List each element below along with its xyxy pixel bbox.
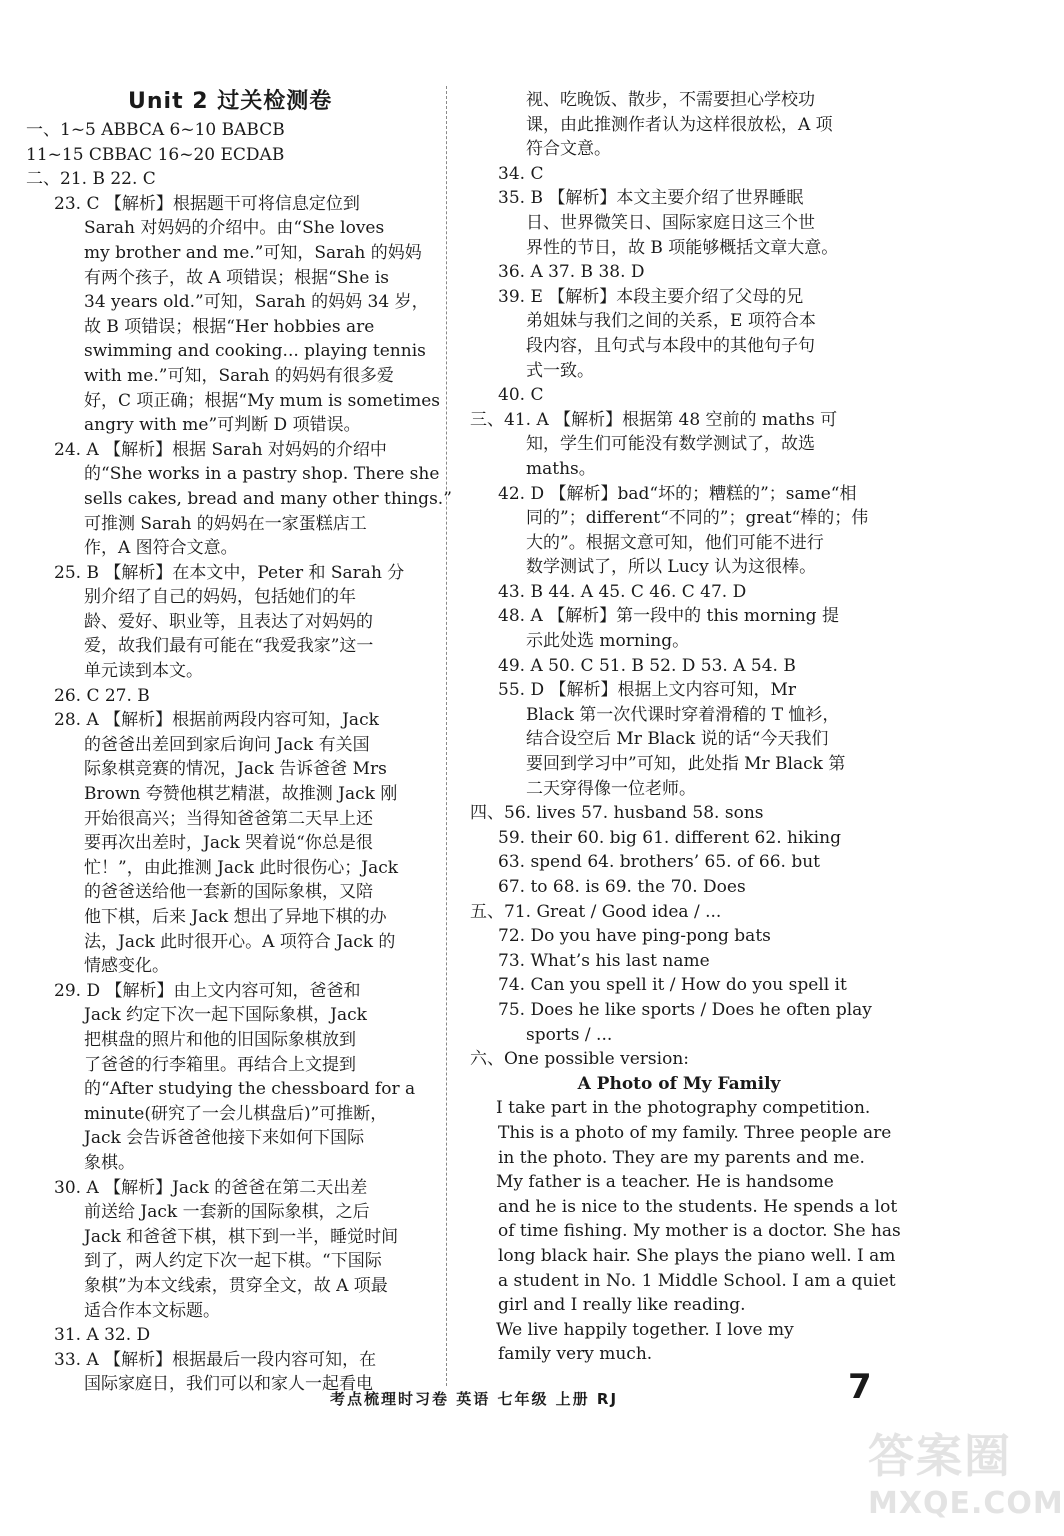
text-line: 象棋。 [84, 1152, 135, 1173]
text-line: 适合作本文标题。 [84, 1300, 220, 1321]
text-line: 龄、爱好、职业等，且表达了对妈妈的 [84, 611, 373, 632]
text-line: 59. their 60. big 61. different 62. hiking [498, 827, 841, 848]
text-line: 日、世界微笑日、国际家庭日这三个世 [526, 212, 815, 233]
text-line: girl and I really like reading. [498, 1295, 746, 1316]
text-line: 30. A 【解析】Jack 的爸爸在第二天出差 [54, 1177, 368, 1198]
text-line: 要回到学习中”可知，此处指 Mr Black 第 [526, 754, 846, 775]
text-line: 把棋盘的照片和他的旧国际象棋放到 [84, 1029, 356, 1050]
text-line: 55. D 【解析】根据上文内容可知，Mr [498, 680, 797, 701]
text-line: 的爸爸送给他一套新的国际象棋，又陪 [84, 882, 373, 903]
text-line: 符合文意。 [526, 139, 611, 160]
text-line: Jack 会告诉爸爸他接下来如何下国际 [84, 1128, 365, 1149]
text-line: I take part in the photography competition. [496, 1098, 871, 1119]
text-line: 五、71. Great / Good idea / ... [470, 901, 722, 922]
text-line: 的“After studying the chessboard for a [84, 1079, 416, 1100]
text-line: 视、吃晚饭、散步，不需要担心学校功 [526, 90, 815, 110]
text-line: 开始很高兴；当得知爸爸第二天早上还 [84, 808, 373, 829]
text-line: 际象棋竞赛的情况，Jack 告诉爸爸 Mrs [84, 759, 387, 780]
text-line: of time fishing. My mother is a doctor. She has [498, 1221, 901, 1242]
text-line: 段内容，且句式与本段中的其他句子句 [526, 335, 815, 356]
text-line: 40. C [498, 385, 544, 406]
text-line: 25. B 【解析】在本文中，Peter 和 Sarah 分 [54, 562, 405, 583]
text-line: 示此处选 morning。 [526, 631, 690, 652]
text-line: Jack 和爸爸下棋，棋下到一半，睡觉时间 [84, 1226, 399, 1247]
text-line: 75. Does he like sports / Does he often play [498, 999, 872, 1020]
text-line: 知，学生们可能没有数学测试了，故选 [526, 434, 815, 455]
text-line: 二天穿得像一位老师。 [526, 778, 696, 799]
text-line: 忙！”，由此推测 Jack 此时很伤心；Jack [84, 857, 399, 878]
text-line: 弟姐妹与我们之间的关系，E 项符合本 [526, 311, 816, 332]
text-line: 28. A 【解析】根据前两段内容可知，Jack [54, 710, 379, 731]
text-line: 36. A 37. B 38. D [498, 262, 645, 283]
text-line: 49. A 50. C 51. B 52. D 53. A 54. B [498, 655, 796, 676]
text-line: Black 第一次代课时穿着滑稽的 T 恤衫， [526, 704, 840, 725]
text-line: 31. A 32. D [54, 1325, 151, 1346]
text-line: 34 years old.”可知，Sarah 的妈妈 34 岁， [84, 292, 429, 313]
text-line: 72. Do you have ping-pong bats [498, 926, 771, 947]
text-line: sells cakes, bread and many other things.” [84, 488, 452, 509]
text-line: 63. spend 64. brothers’ 65. of 66. but [498, 852, 820, 873]
text-line: 39. E 【解析】本段主要介绍了父母的兄 [498, 286, 804, 307]
text-line: 24. A 【解析】根据 Sarah 对妈妈的介绍中 [54, 439, 387, 460]
text-line: my brother and me.”可知，Sarah 的妈妈 [84, 242, 422, 263]
text-line: 48. A 【解析】第一段中的 this morning 提 [498, 606, 839, 627]
text-line: 大的”。根据文意可知，他们可能不进行 [526, 532, 824, 553]
text-line: 六、One possible version: [470, 1049, 689, 1070]
text-line: 26. C 27. B [54, 685, 150, 706]
text-line: 的爸爸出差回到家后询问 Jack 有关国 [84, 734, 370, 755]
text-line: 好，C 项正确；根据“My mum is sometimes [84, 390, 440, 411]
text-line: 35. B 【解析】本文主要介绍了世界睡眠 [498, 188, 804, 209]
text-line: 到了，两人约定下次一起下棋。“下国际 [84, 1251, 382, 1272]
text-line: 四、56. lives 57. husband 58. sons [470, 803, 764, 824]
text-line: 单元读到本文。 [84, 661, 203, 682]
text-line: a student in No. 1 Middle School. I am a quiet [498, 1270, 896, 1291]
text-line: My father is a teacher. He is handsome [496, 1172, 834, 1193]
text-line: 了爸爸的行李箱里。再结合上文提到 [84, 1054, 356, 1075]
text-line: 爱，故我们最有可能在“我爱我家”这一 [84, 636, 374, 657]
text-line: and he is nice to the students. He spends a lot [498, 1196, 898, 1217]
text-line: 要再次出差时，Jack 哭着说“你总是很 [84, 833, 373, 854]
text-line: 可推测 Sarah 的妈妈在一家蛋糕店工 [84, 513, 367, 534]
text-line: minute(研究了一会儿棋盘后)”可推断， [84, 1103, 388, 1124]
text-line: 43. B 44. A 45. C 46. C 47. D [498, 581, 747, 602]
text-line: 法，Jack 此时很开心。A 项符合 Jack 的 [84, 931, 396, 952]
watermark-logo [868, 1420, 1064, 1530]
right-column [470, 88, 901, 1367]
text-line: 74. Can you spell it / How do you spell it [498, 975, 847, 996]
text-line: Jack 约定下次一起下国际象棋，Jack [84, 1005, 367, 1026]
watermark-bottom: MXQE.COM [868, 1486, 1064, 1521]
left-column [26, 118, 452, 1397]
text-line: 三、41. A 【解析】根据第 48 空前的 maths 可 [470, 409, 838, 430]
watermark-top: 答案圈 [868, 1429, 1012, 1483]
text-line: 42. D 【解析】bad“坏的；糟糕的”；same“相 [498, 483, 857, 504]
text-line: 课，由此推测作者认为这样很放松，A 项 [526, 114, 833, 135]
text-line: 73. What’s his last name [498, 950, 710, 971]
text-line: 作，A 图符合文意。 [84, 538, 238, 559]
text-line: maths。 [526, 458, 596, 479]
footer-text: 考点梳理时习卷 英语 七年级 上册 RJ [330, 1390, 619, 1408]
text-line: 故 B 项错误；根据“Her hobbies are [84, 316, 375, 337]
text-line: 象棋”为本文线索，贯穿全文，故 A 项最 [84, 1275, 388, 1296]
text-line: 有两个孩子，故 A 项错误；根据“She is [84, 267, 389, 288]
text-line: We live happily together. I love my [496, 1319, 794, 1340]
text-line: in the photo. They are my parents and me. [498, 1147, 865, 1168]
text-line: 界性的节日，故 B 项能够概括文章大意。 [526, 237, 839, 258]
text-line: Brown 夸赞他棋艺精湛，故推测 Jack 刚 [84, 784, 398, 805]
page-number: 7 [848, 1367, 872, 1407]
text-line: 同的”；different“不同的”；great“棒的；伟 [526, 508, 869, 529]
text-line: 67. to 68. is 69. the 70. Does [498, 877, 746, 897]
text-line: with me.”可知，Sarah 的妈妈有很多爱 [84, 365, 394, 386]
text-line: 别介绍了自己的妈妈，包括她们的年 [84, 587, 356, 608]
text-line: 23. C 【解析】根据题干可将信息定位到 [54, 193, 360, 214]
column-divider [446, 86, 447, 1386]
text-line: 前送给 Jack 一套新的国际象棋，之后 [84, 1202, 370, 1223]
text-line: angry with me”可判断 D 项错误。 [84, 415, 361, 436]
text-line: 的“She works in a pastry shop. There she [84, 464, 440, 485]
text-line: family very much. [498, 1344, 653, 1365]
text-line: 一、1~5 ABBCA 6~10 BABCB [26, 120, 285, 140]
text-line: long black hair. She plays the piano well. I am [498, 1245, 896, 1266]
text-line: sports / ... [526, 1024, 613, 1045]
text-line: Sarah 对妈妈的介绍中。由“She loves [84, 218, 385, 239]
text-line: 数学测试了，所以 Lucy 认为这很棒。 [526, 557, 817, 578]
text-line: 式一致。 [526, 360, 594, 381]
text-line: 二、21. B 22. C [26, 169, 156, 190]
text-line: 29. D 【解析】由上文内容可知，爸爸和 [54, 980, 361, 1001]
text-line: 他下棋，后来 Jack 想出了异地下棋的办 [84, 907, 387, 927]
text-line: 34. C [498, 163, 544, 184]
text-line: A Photo of My Family [577, 1073, 781, 1094]
text-line: swimming and cooking... playing tennis [84, 341, 426, 362]
text-line: 情感变化。 [84, 956, 169, 977]
text-line: This is a photo of my family. Three people are [498, 1122, 892, 1143]
text-line: 结合设空后 Mr Black 说的话“今天我们 [526, 729, 829, 750]
text-line: 国际家庭日，我们可以和家人一起看电 [84, 1374, 373, 1395]
text-line: 11~15 CBBAC 16~20 ECDAB [26, 144, 285, 165]
page-title: Unit 2 过关检测卷 [128, 89, 333, 114]
text-line: 33. A 【解析】根据最后一段内容可知，在 [54, 1349, 377, 1370]
